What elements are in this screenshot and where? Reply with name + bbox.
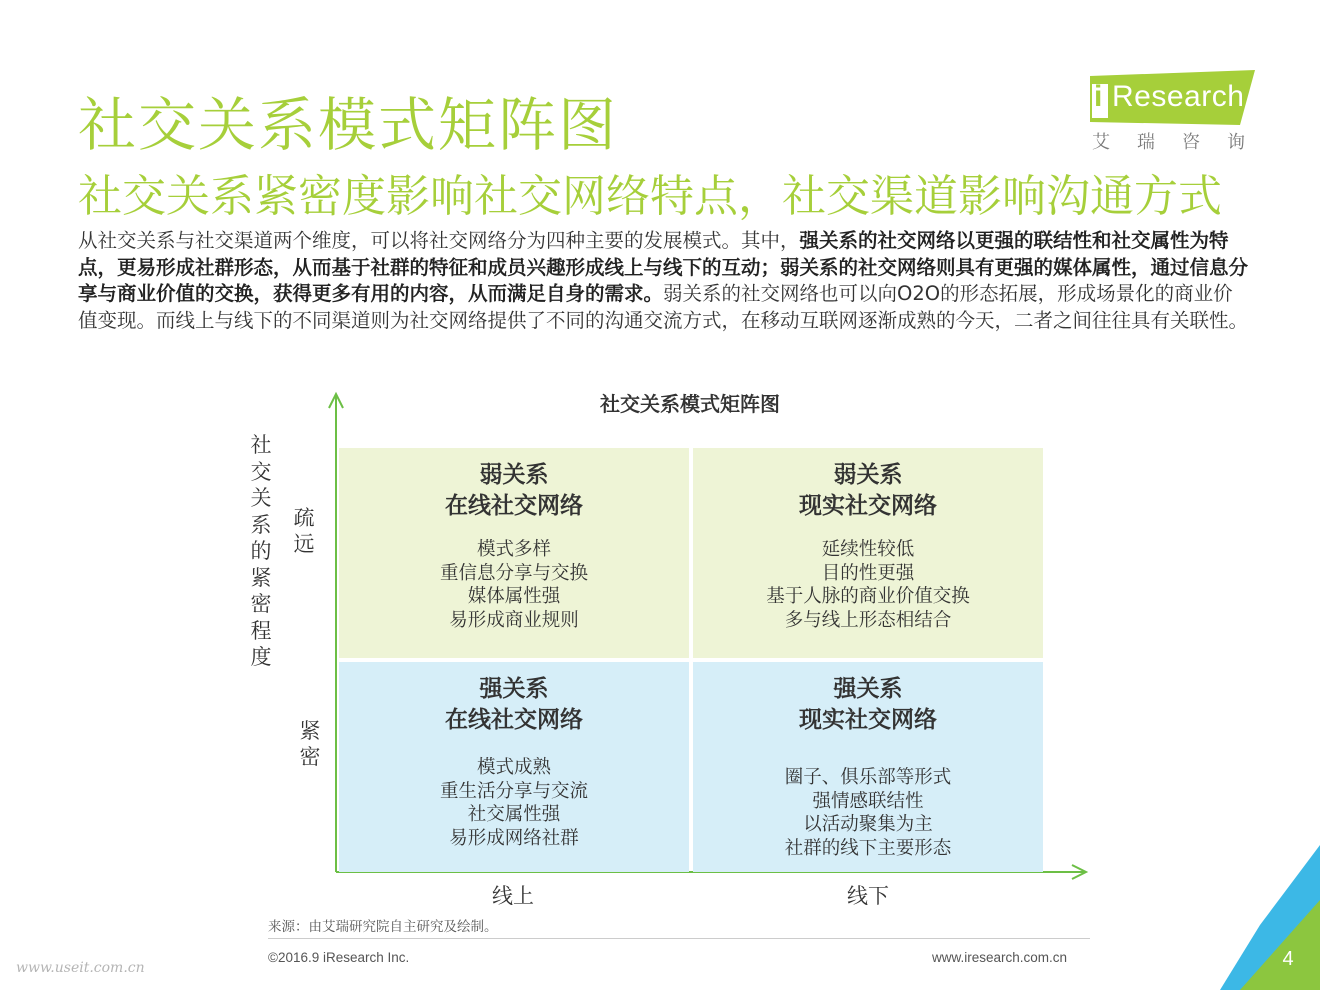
x-tick-online: 线上 <box>492 884 534 908</box>
intro-text-1: 从社交关系与社交渠道两个维度，可以将社交网络分为四种主要的发展模式。其中， <box>78 229 800 252</box>
quadrant-item: 重信息分享与交换 <box>439 562 588 584</box>
quadrant-heading-1: 强关系 <box>479 676 549 702</box>
quadrant-item: 易形成商业规则 <box>449 609 579 631</box>
page-subtitle: 社交关系紧密度影响社交网络特点，社交渠道影响沟通方式 <box>78 171 1222 222</box>
y-tick-distant: 疏 远 <box>293 506 315 556</box>
quadrant-item: 重生活分享与交流 <box>439 780 588 802</box>
quadrant-item: 模式多样 <box>476 539 551 560</box>
x-tick-offline: 线下 <box>847 884 889 908</box>
page-number: 4 <box>1282 948 1294 970</box>
quadrant-item: 社群的线下主要形态 <box>784 837 952 859</box>
quadrant-heading-2: 在线社交网络 <box>445 493 583 519</box>
quadrant-item: 基于人脉的商业价值交换 <box>766 586 970 607</box>
y-axis-label: 社 交 关 系 的 紧 密 程 度 <box>250 433 272 669</box>
quadrant-item: 易形成网络社群 <box>449 827 579 849</box>
quadrant-item: 媒体属性强 <box>467 586 561 607</box>
matrix-title: 社交关系模式矩阵图 <box>600 392 780 416</box>
quadrant-item: 模式成熟 <box>476 757 551 778</box>
quadrant-heading-1: 强关系 <box>833 676 903 702</box>
watermark: www.useit.com.cn <box>16 960 145 976</box>
logo-chinese-name: 艾瑞咨询 <box>1092 132 1272 153</box>
quadrant-weak-online <box>339 448 689 658</box>
quadrant-items <box>339 756 689 850</box>
copyright-text: ©2016.9 iResearch Inc. <box>268 950 410 965</box>
quadrant-item: 圈子、俱乐部等形式 <box>784 767 952 788</box>
quadrant-heading-2: 现实社交网络 <box>799 707 937 733</box>
quadrant-weak-offline <box>693 448 1043 658</box>
intro-text-2: 弱关系的社交网络也可以向O2O的形态拓展，形成场景化的商业价值变现。而线上与线下的不同渠道则为社交网络提供了不同的沟通交流方式，在移动互联网逐渐成熟的今天，二者之间往往具有关联性。 <box>78 282 1249 332</box>
quadrant-items <box>693 766 1043 860</box>
quadrant-items <box>693 538 1043 632</box>
quadrant-item: 延续性较低 <box>821 539 915 560</box>
quadrant-strong-offline <box>693 662 1043 872</box>
source-note: 来源：由艾瑞研究院自主研究及绘制。 <box>268 919 498 935</box>
footer-divider <box>268 938 1090 939</box>
quadrant-items <box>339 538 689 632</box>
y-tick-close: 紧 密 <box>299 719 321 769</box>
quadrant-heading-2: 在线社交网络 <box>445 707 583 733</box>
quadrant-strong-online <box>339 662 689 872</box>
corner-decoration <box>1220 845 1320 990</box>
logo-i: i <box>1094 80 1103 113</box>
quadrant-item: 社交属性强 <box>467 804 561 825</box>
quadrant-item: 多与线上形态相结合 <box>784 609 952 631</box>
quadrant-item: 目的性更强 <box>821 562 915 584</box>
logo-wordmark: Research <box>1112 80 1245 113</box>
quadrant-item: 强情感联结性 <box>812 790 924 812</box>
website-text: www.iresearch.com.cn <box>932 950 1068 965</box>
page-title: 社交关系模式矩阵图 <box>78 91 619 159</box>
quadrant-heading-1: 弱关系 <box>479 462 549 488</box>
intro-bold-text: 强关系的社交网络以更强的联结性和社交属性为特点，更易形成社群形态，从而基于社群的特征和成员兴趣形成线上与线下的互动；弱关系的社交网络则具有更强的媒体属性，通过信息分享与商业价值的交换，获得更多有用的内容，从而满足自身的需求。 <box>78 229 1249 305</box>
quadrant-item: 以活动聚集为主 <box>803 814 933 835</box>
quadrant-heading-2: 现实社交网络 <box>799 493 937 519</box>
quadrant-heading-1: 弱关系 <box>833 462 903 488</box>
